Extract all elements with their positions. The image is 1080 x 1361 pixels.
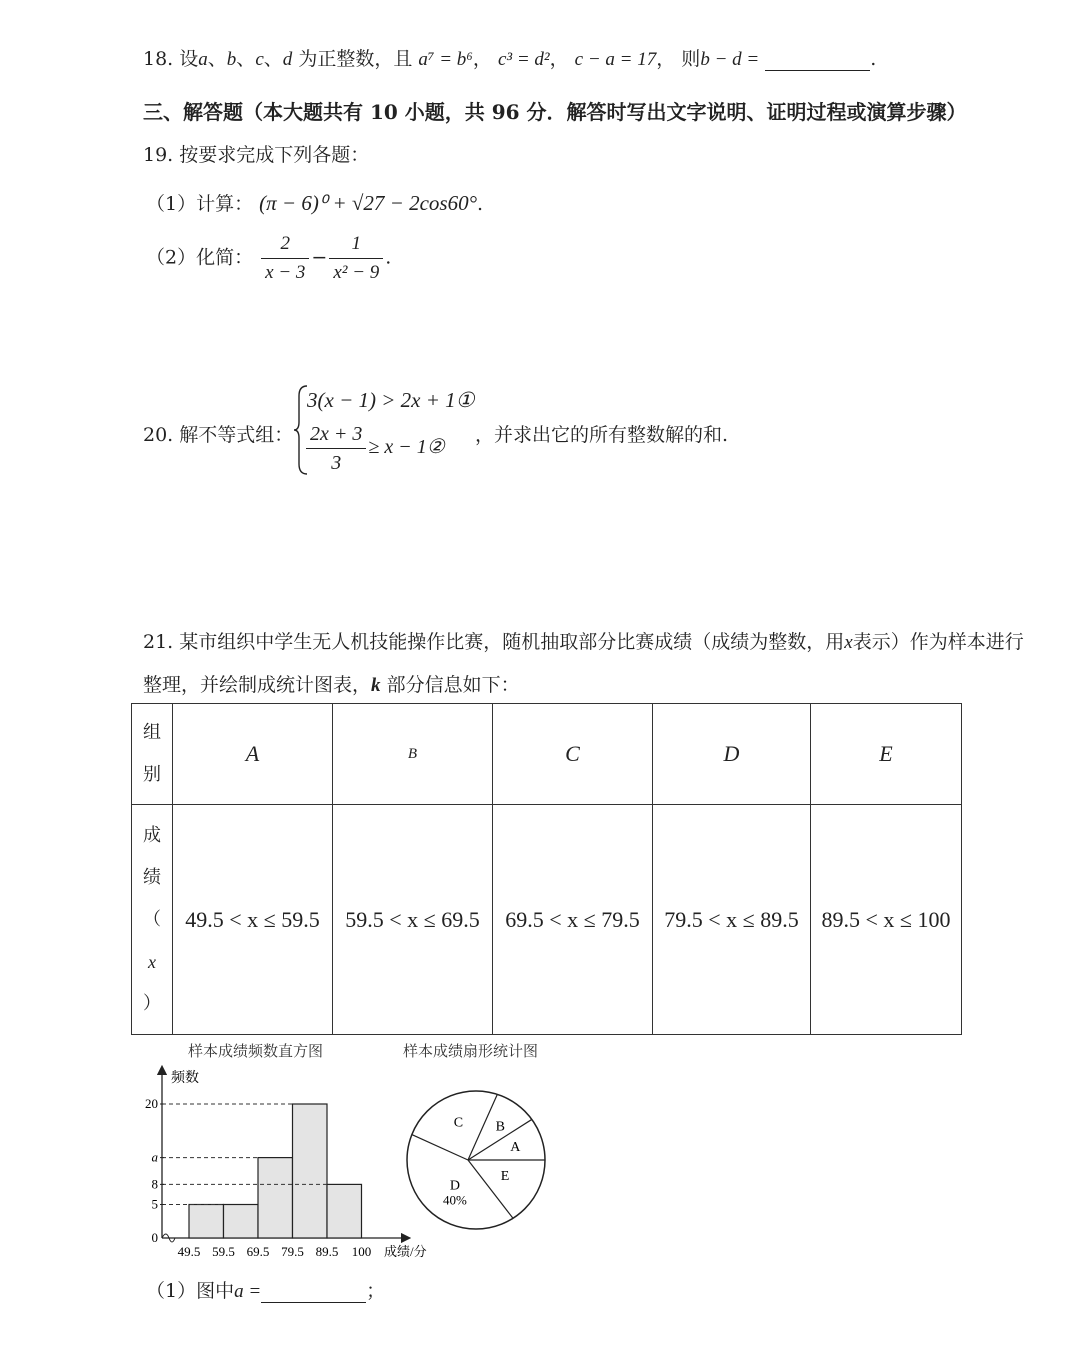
hist-xtick: 59.5 [212,1244,235,1259]
group-b: B [333,704,493,805]
pie-chart [398,1082,554,1238]
q20-inequality-1: 3(x − 1) > 2x + 1① [307,388,475,412]
hist-bar-b [224,1205,259,1239]
hist-xtick: 100 [351,1244,372,1259]
histogram-caption: 样本成绩频数直方图 [188,1042,324,1060]
hist-xtick: 79.5 [281,1244,304,1259]
hist-bar-c [258,1158,293,1238]
range-c: 69.5 < x ≤ 79.5 [493,805,653,1035]
pie-label-b: B [495,1119,506,1135]
q20-inequality-2: $\frac{2x + 3}{3}$ ≥ x − 1② [304,420,445,477]
q19-fraction-1: $\frac{2}{x - 3}$ [261,230,309,287]
q19-part2: （2）化简： $\frac{2}{x - 3}$ − $\frac{1}{\text{x² − 9}}$ . [146,230,391,287]
q18-answer-blank[interactable] [765,50,870,71]
hist-x-label: 成绩/分 [384,1244,427,1259]
q20-prompt: 解不等式组： [179,424,294,446]
pie-label-c: C [453,1115,464,1131]
range-b: 59.5 < x ≤ 69.5 [333,805,493,1035]
q19-part1: （1）计算： (π − 6)⁰ + √27 − 2cos60°. [146,191,484,215]
group-header-cell: 组 别 [132,704,173,805]
q20-tail: ，并求出它的所有整数解的和. [475,424,729,446]
range-d: 79.5 < x ≤ 89.5 [653,805,811,1035]
hist-y-label: 频数 [171,1071,199,1086]
hist-xtick: 49.5 [177,1244,201,1259]
q21-line2: 整理，并绘制成统计图表，k 部分信息如下： [143,674,520,696]
q19-fraction-2: $\frac{1}{\text{x² − 9}}$ [329,230,383,287]
q21-line1: 21. 某市组织中学生无人机技能操作比赛，随机抽取部分比赛成绩（成绩为整数，用x表示）作为样本进行 [143,631,1024,653]
q18-cond: 为正整数，且 [298,48,413,70]
q19-part1-label: （1）计算： [146,193,254,215]
pie-label-a: A [510,1140,521,1156]
q18-number: 18. [143,48,174,70]
group-table [131,703,962,1035]
q18-eq3: c − a = 17 [574,49,657,70]
group-a: A [173,704,333,805]
q19-part2-label: （2）化简： [146,246,254,269]
hist-xtick: 89.5 [315,1244,339,1259]
hist-xtick: 69.5 [246,1244,270,1259]
group-e: E [811,704,962,805]
q18-var-c: c [255,49,264,70]
hist-bar-a [189,1205,224,1239]
score-header-cell: 成 绩 （ x ） [132,805,173,1035]
q18-var-d: d [282,49,293,70]
hist-ytick-a: a [151,1149,158,1165]
pie-caption: 样本成绩扇形统计图 [403,1042,539,1060]
q19-part1-expression: (π − 6)⁰ + √27 − 2cos60° [259,191,477,215]
range-a: 49.5 < x ≤ 59.5 [173,805,333,1035]
q21-number: 21. [143,631,174,653]
hist-ytick-5: 5 [151,1196,158,1212]
question-19 [143,140,369,167]
q20-number: 20. [143,424,174,446]
hist-ytick-0: 0 [151,1230,158,1245]
q18-var-b: b [226,49,237,70]
q18-var-a: a [198,49,208,70]
question-18: 18. 设a、b、c、d 为正整数，且 a⁷ = b⁶， c³ = d²， c − a = 17， 则b − d = . [143,48,877,70]
q18-ask: 则 [681,48,701,70]
q20-fraction: $\frac{2x + 3}{3}$ [306,420,366,477]
q19-number: 19. [143,144,174,166]
score-row [132,805,962,1035]
group-c: C [493,704,653,805]
hist-bar-e [327,1184,362,1238]
q21-part1: （1）图中a = ； [146,1280,386,1302]
q18-eq1: a⁷ = b⁶ [418,49,473,70]
group-row [132,704,962,805]
q21-answer-blank[interactable] [261,1282,366,1303]
section-3-title: 三、解答题（本大题共有 10 小题，共 96 分．解答时写出文字说明、证明过程或演算步骤） [143,100,967,124]
hist-ytick-8: 8 [151,1176,158,1192]
range-e: 89.5 < x ≤ 100 [811,805,962,1035]
hist-bar-d [293,1104,328,1238]
q19-prompt: 按要求完成下列各题： [179,144,370,166]
pie-label-d: D [449,1178,460,1194]
q18-lead: 设 [179,48,199,70]
pie-annotation-d: 40% [442,1192,467,1208]
group-d: D [653,704,811,805]
q18-eq2: c³ = d² [497,49,550,70]
hist-ytick-20: 20 [145,1096,158,1111]
q20-label [143,420,293,447]
q18-target: b − d = [700,49,760,70]
pie-label-e: E [500,1168,510,1184]
